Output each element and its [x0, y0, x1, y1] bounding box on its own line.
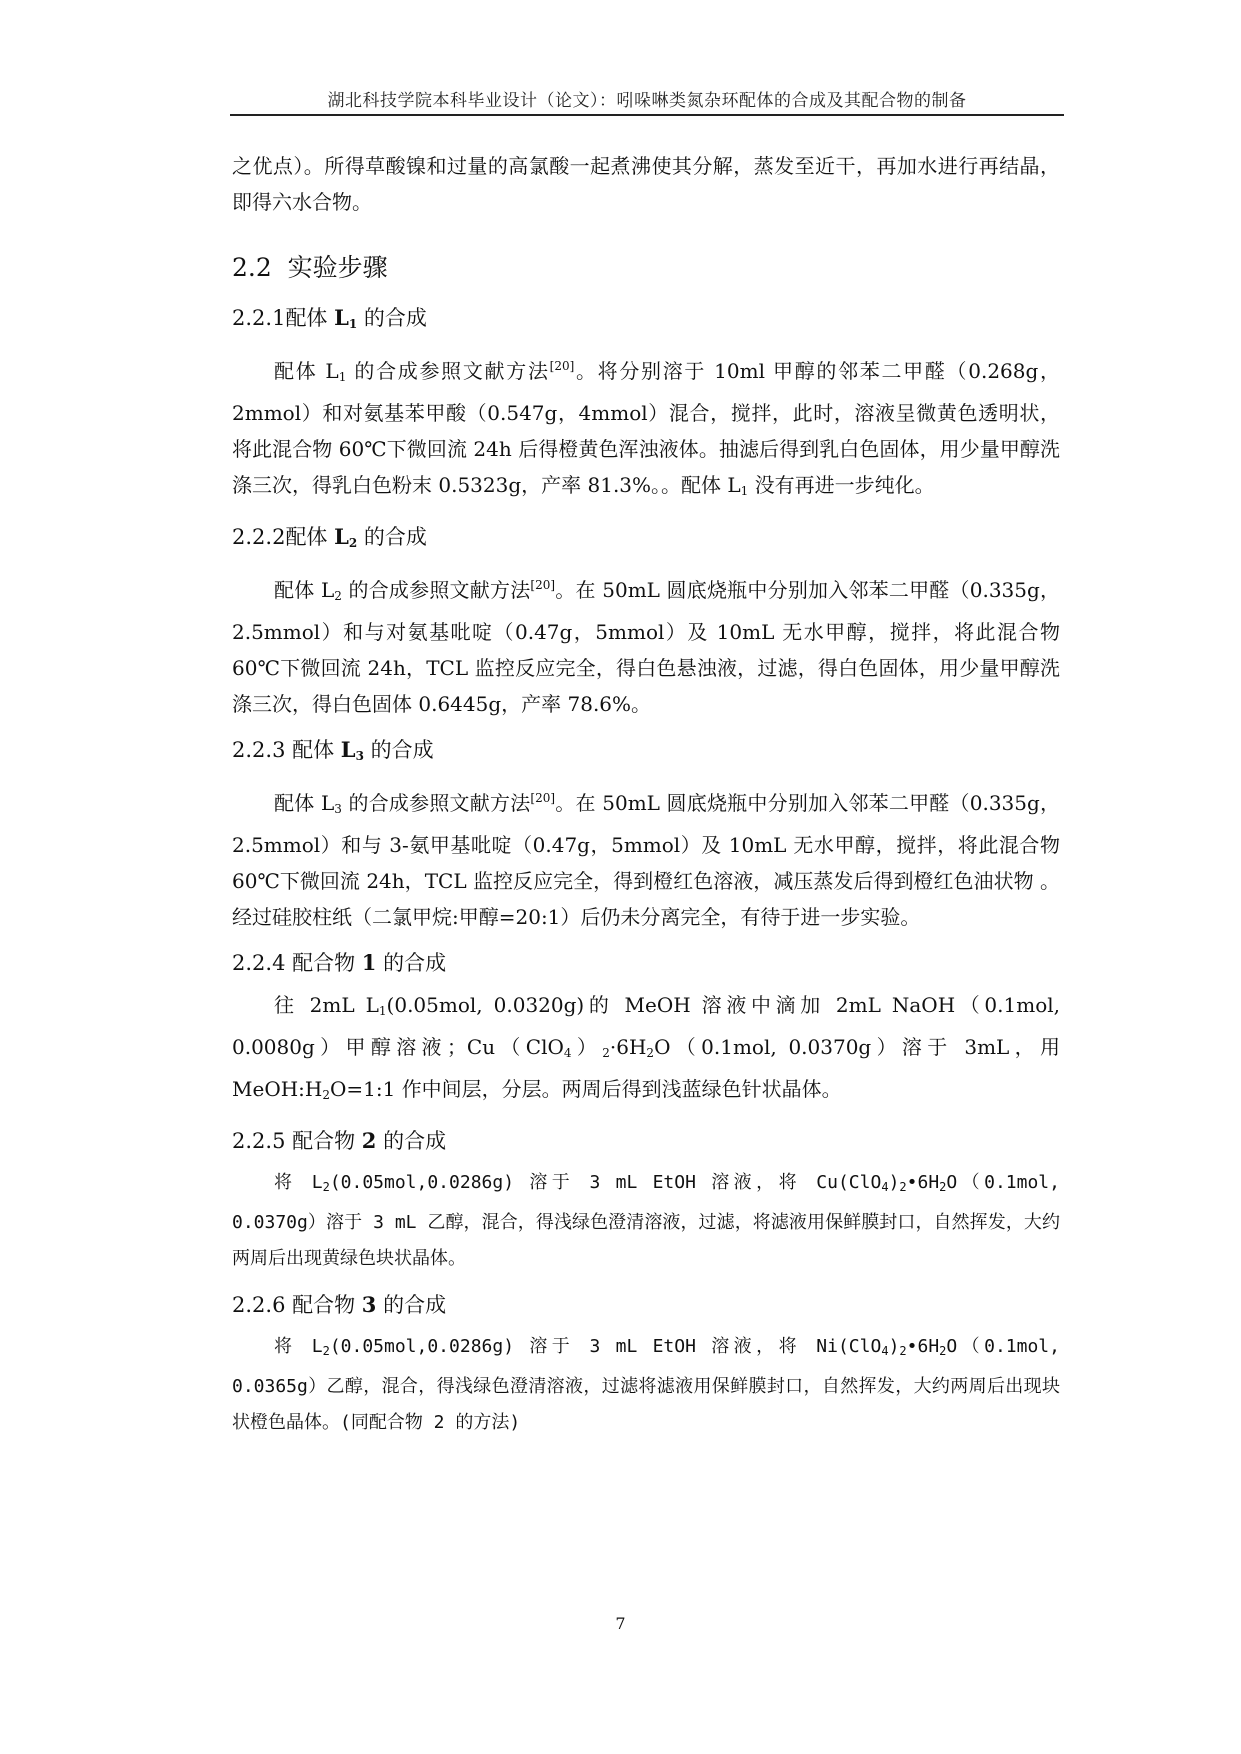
subsection-title-text: 配体: [285, 738, 341, 762]
subsection-number: 2.2.1: [232, 306, 286, 330]
subsection-title-text: 配体: [285, 525, 335, 549]
subsection-heading-226: [232, 1289, 1060, 1321]
subsection-title-text: 配合物: [285, 1129, 362, 1153]
subsection-title-text: 的合成: [376, 1129, 447, 1153]
section-number: 2.2: [232, 253, 272, 282]
section-title: 实验步骤: [287, 253, 388, 282]
ligand-symbol: L: [334, 524, 349, 549]
paragraph-224: 往 2mL $L_1(0.05mol$, 0.0320g)的 MeOH 溶液中滴加 2mL NaOH（0.1mol, 0.0080g）甲醇溶液；$Cu(ClO_4)_2\cdot 6H_2O(0.1mol$, 0.0370g）溶于 3mL，用 $MeOH:H_2O=1:1$ 作中间层，分层。两周后得到浅蓝绿色针状晶体。: [232, 993, 1061, 1102]
subsection-heading-223: [232, 734, 1060, 772]
citation: [20]: [530, 578, 556, 592]
ligand-symbol: L: [334, 305, 349, 330]
subsection-number: 2.2.3: [232, 738, 286, 762]
subsection-number: 2.2.6: [232, 1293, 286, 1317]
page-body: [232, 148, 1060, 1441]
subsection-heading-221: [232, 302, 1060, 340]
subsection-number: 2.2.5: [232, 1129, 286, 1153]
ligand-subscript: 3: [355, 749, 364, 763]
complex-number: 3: [361, 1292, 377, 1317]
paragraph-221: 配体 $L_1$ 的合成参照文献方法[20]。将分别溶于 10ml 甲醇的邻苯二甲醛（0.268g，2mmol）和对氨基苯甲酸（0.547g，4mmol）混合，搅拌，此时，溶液呈微黄色透明状，将此混合物 60℃下微回流 24h 后得橙黄色浑浊液体。抽滤后得到乳白色固体，用少量甲醇洗涤三次，得乳白色粉末 0.5323g，产率 81.3%。。配体 $L_1$ 没有再进一步纯化。: [232, 359, 1061, 498]
citation: [20]: [549, 359, 575, 373]
ligand-subscript: 1: [348, 317, 358, 331]
complex-number: 2: [361, 1128, 377, 1153]
subsection-title-text: 配合物: [285, 1293, 362, 1317]
subsection-heading-222: [232, 521, 1060, 559]
paragraph-226: 将 $L_2(0.05mol,0.0286g)$ 溶于 3 mL EtOH 溶液，将 $Ni(ClO_4)_2•6H_2O(0.1mol$, 0.0365g）乙醇，混合，得浅绿色澄清溶液，过滤将滤液用保鲜膜封口，自然挥发，大约两周后出现块状橙色晶体。(同配合物 2 的方法): [232, 1336, 1060, 1433]
section-heading: [232, 250, 1060, 286]
page-number: 7: [615, 1614, 626, 1633]
subsection-title-text: 的合成: [357, 306, 427, 330]
header-rule: [230, 114, 1064, 116]
subsection-title-text: 配体: [285, 306, 335, 330]
paragraph-222: 配体 $L_2$ 的合成参照文献方法[20]。在 50mL 圆底烧瓶中分别加入邻苯二甲醛（0.335g，2.5mmol）和与对氨基吡啶（0.47g，5mmol）及 10mL 无水甲醇，搅拌，将此混合物 60℃下微回流 24h，TCL 监控反应完全，得白色悬浊液，过滤，得白色固体，用少量甲醇洗涤三次，得白色固体 0.6445g，产率 78.6%。: [232, 578, 1061, 716]
subsection-heading-225: [232, 1125, 1060, 1157]
paragraph-225: 将 $L_2(0.05mol,0.0286g)$ 溶于 3 mL EtOH 溶液，将 $Cu(ClO_4)_2•6H_2O(0.1mol$, 0.0370g）溶于 3 mL 乙醇，混合，得浅绿色澄清溶液，过滤，将滤液用保鲜膜封口，自然挥发，大约两周后出现黄绿色块状晶体。: [232, 1172, 1060, 1269]
running-header: 湖北科技学院本科毕业设计（论文）：吲哚啉类氮杂环配体的合成及其配合物的制备: [327, 91, 967, 111]
complex-number: 1: [361, 950, 377, 975]
ligand-subscript: 2: [348, 536, 358, 550]
subsection-title-text: 的合成: [363, 738, 434, 762]
subsection-number: 2.2.4: [232, 951, 286, 975]
subsection-heading-224: [232, 947, 1060, 979]
subsection-number: 2.2.2: [232, 525, 286, 549]
paragraph-223: 配体 $L_3$ 的合成参照文献方法[20]。在 50mL 圆底烧瓶中分别加入邻苯二甲醛（0.335g，2.5mmol）和与 3-氨甲基吡啶（0.47g，5mmol）及 10mL 无水甲醇，搅拌，将此混合物 60℃下微回流 24h，TCL 监控反应完全，得到橙红色溶液，减压蒸发后得到橙红色油状物 。经过硅胶柱纸（二氯甲烷:甲醇=20:1）后仍未分离完全，有待于进一步实验。: [232, 791, 1061, 929]
subsection-title-text: 配合物: [285, 951, 362, 975]
intro-paragraph: 之优点）。所得草酸镍和过量的高氯酸一起煮沸使其分解，蒸发至近干，再加水进行再结晶，即得六水合物。: [232, 154, 1060, 214]
citation: [20]: [530, 791, 556, 805]
subsection-title-text: 的合成: [376, 1293, 447, 1317]
subsection-title-text: 的合成: [376, 951, 447, 975]
subsection-title-text: 的合成: [357, 525, 427, 549]
ligand-symbol: L: [340, 737, 356, 762]
